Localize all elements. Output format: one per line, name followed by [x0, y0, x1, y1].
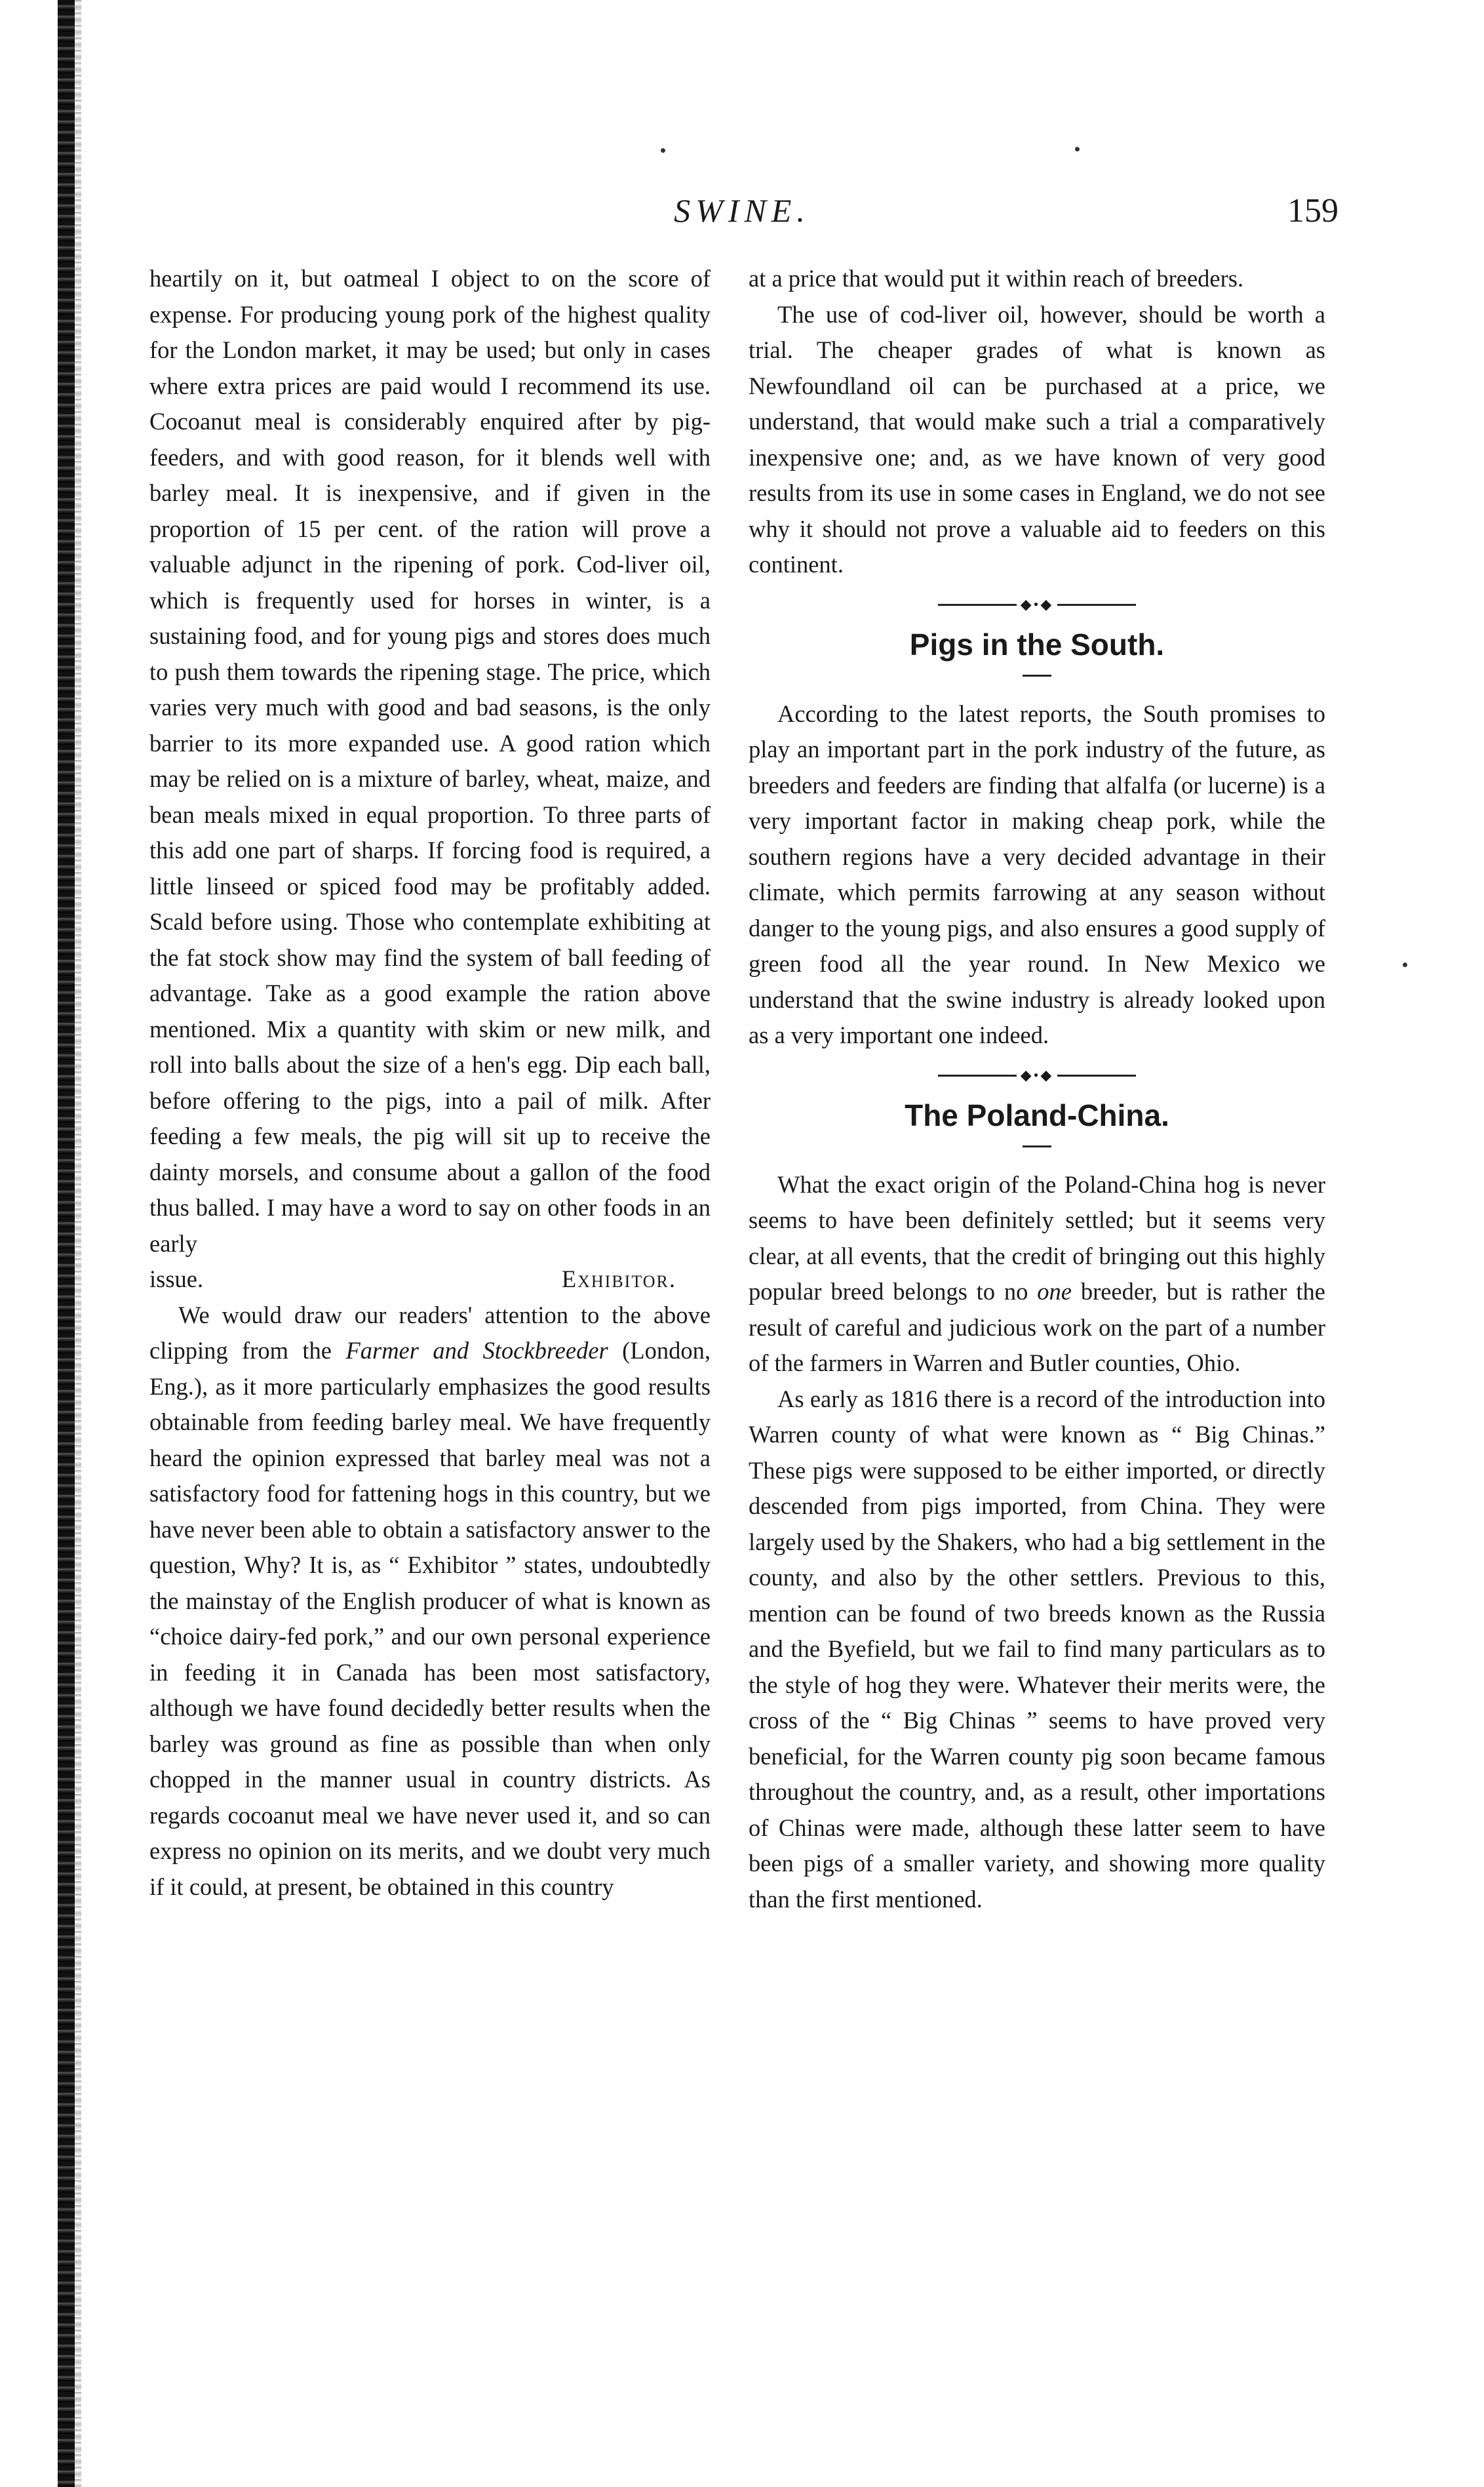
separator-rule — [938, 604, 1017, 606]
source-title: Farmer and Stockbreeder — [345, 1337, 608, 1364]
section-separator — [749, 1062, 1325, 1090]
poland-paragraph-2: As early as 1816 there is a record of the introduction into Warren county of what were known as “ Big Chinas.” These pigs were supposed to be either imported, or directly descended from pigs imported, from China. They were largely used by the Shakers, who had a big settlement in the county, and also by the other settlers. Previous to this, mention can be found of two breeds known as the Russia and the Byefield, but we fail to find many particulars as to the style of hog they were. Whatever their merits were, the cross of the “ Big Chinas ” seems to have proved very beneficial, for the Warren county pig soon became famous throughout the country, and, as a result, other importations of Chinas were made, although these latter seem to have been pigs of a smaller variety, and showing more quality than the first mentioned. — [749, 1385, 1325, 1913]
continuation-text: at a price that would put it within reach of breeders. — [749, 265, 1244, 292]
spine-edge-noise — [75, 0, 81, 2487]
print-speck — [661, 148, 665, 153]
section-title-poland-china: The Poland-China. — [905, 1098, 1169, 1132]
right-column — [749, 261, 1325, 1917]
title-dash — [1023, 675, 1051, 677]
south-paragraph: According to the latest reports, the South promises to play an important part in the pork industry of the future, as breeders and feeders are finding that alfalfa (or lucerne) is a very important factor in making cheap pork, while the southern regions have a very decided advantage in their climate, which permits farrowing at any season without danger to the young pigs, and also ensures a good supply of green food all the year round. In New Mexico we understand that the swine industry is already looked upon as a very important one indeed. — [749, 700, 1325, 1048]
editorial-text-b: (London, Eng.), as it more particularly emphasizes the good results obtainable from feeding barley meal. We have frequently heard the opinion expressed that barley meal was not a satisfactory food for fattening hogs in this country, but we have never been able to obtain a satisfactory answer to the question, Why? It is, as “ Exhibitor ” states, undoubtedly the mainstay of the English producer of what is known as “choice dairy-fed pork,” and our own personal experience in feeding it in Canada has been most satisfactory, although we have found decidedly better results when the barley was ground as fine as possible than when only chopped in the manner usual in country districts. As regards cocoanut meal we have never used it, and so can express no opinion on its merits, and we doubt very much if it could, at present, be obtained in this country — [149, 1337, 711, 1900]
separator-ornament: ◆•◆ — [1020, 596, 1054, 613]
poland-text-a: What the exact origin of the Poland-China hog is never seems to have been definitely settled; but it seems very clear, at all events, that the credit of bringing out this highly popular breed belongs to no — [749, 1170, 1325, 1305]
print-speck — [1403, 963, 1407, 967]
emphasis-word: one — [1037, 1278, 1072, 1305]
cod-liver-paragraph: The use of cod-liver oil, however, should be worth a trial. The cheaper grades of what is known as Newfoundland oil can be purchased at a price, we understand, that would make such a trial a comparatively inexpensive one; and, as we have known of very good results from its use in some cases in England, we do not see why it should not prove a valuable aid to feeders on this continent. — [749, 300, 1325, 578]
section-title-south: Pigs in the South. — [909, 627, 1165, 662]
section-separator — [749, 591, 1325, 620]
print-speck — [1075, 147, 1080, 151]
separator-rule — [938, 1075, 1017, 1077]
poland-paragraph-1 — [749, 1167, 1325, 1382]
separator-rule — [1057, 1075, 1136, 1077]
article-text: heartily on it, but oatmeal I object to on the score of expense. For producing young pork of the highest quality for the London market, it may be used; but only in cases where extra prices are paid would I recommend its use. Cocoanut meal is considerably enquired after by pig-feeders, and with good reason, for it blends well with barley meal. It is inexpensive, and if given in the proportion of 15 per cent. of the ration will prove a valuable adjunct in the ripening of pork. Cod-liver oil, which is frequently used for horses in winter, is a sustaining food, and for young pigs and stores does much to push them towards the ripening stage. The price, which varies very much with good and bad seasons, is the only barrier to its more expanded use. A good ration which may be relied on is a mixture of barley, wheat, maize, and bean meals mixed in equal proportion. To three parts of this add one part of sharps. If forcing food is required, a little linseed or spiced food may be profitably added. Scald before using. Those who contemplate exhibiting at the fat stock show may find the system of ball feeding of advantage. Take as a good example the ration above mentioned. Mix a quantity with skim or new milk, and roll into balls about the size of a hen's egg. Dip each ball, before offering to the pigs, into a pail of milk. After feeding a few meals, the pig will sit up to receive the dainty morsels, and consume about a gallon of the food thus balled. I may have a word to say on other foods in an early — [149, 265, 711, 1257]
left-column — [149, 261, 711, 1905]
signature-lead: issue. — [149, 1265, 204, 1292]
running-head-title: SWINE. — [674, 192, 810, 229]
editorial-text-a: We would draw our readers' attention to the above clipping from the — [149, 1301, 711, 1364]
title-dash — [1023, 1145, 1051, 1147]
separator-rule — [1057, 604, 1136, 606]
signature-name: Exhibitor. — [561, 1265, 676, 1292]
signature-line — [149, 1262, 711, 1298]
editorial-paragraph — [149, 1298, 711, 1905]
separator-ornament: ◆•◆ — [1020, 1067, 1054, 1084]
page-number: 159 — [1287, 192, 1338, 229]
poland-text-b: breeder, but is rather the result of careful and judicious work on the part of a number of the farmers in Warren and Butler counties, Ohio. — [749, 1278, 1325, 1376]
book-spine-shadow — [58, 0, 75, 2487]
